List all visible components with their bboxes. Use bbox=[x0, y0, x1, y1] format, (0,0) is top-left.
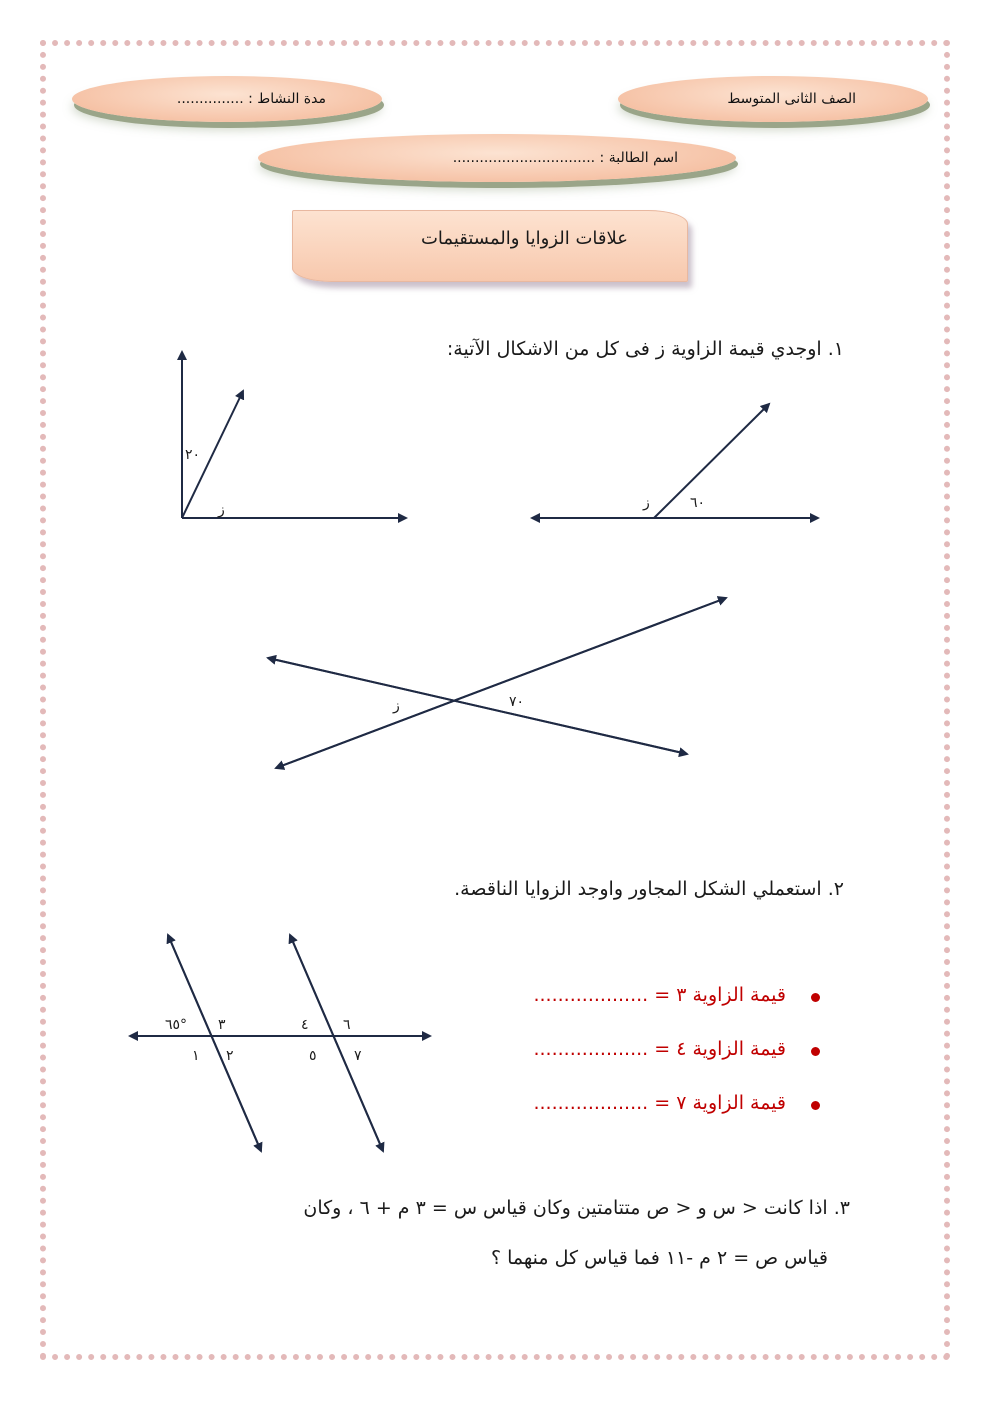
fig-c-unknown-label: ز bbox=[393, 698, 400, 714]
fig-d-label-2: ٢ bbox=[226, 1048, 234, 1064]
answer-angle-4: قيمة الزاوية ٤ = ................... bbox=[533, 1038, 786, 1060]
question-1-text: ١. اوجدي قيمة الزاوية ز فى كل من الاشكال الآتية: bbox=[446, 338, 844, 360]
fig-d-label-3: ٣ bbox=[218, 1017, 226, 1033]
fig-c-line-1-back bbox=[276, 598, 726, 768]
fig-d-parallel-2-back bbox=[290, 935, 383, 1151]
question-2-text: ٢. استعملي الشكل المجاور واوجد الزوايا الناقصة. bbox=[454, 878, 844, 900]
fig-b-unknown-label: ز bbox=[643, 495, 650, 511]
fig-d-label-1: ١ bbox=[192, 1048, 200, 1064]
fig-a-unknown-label: ز bbox=[218, 502, 225, 518]
fig-a-angle-label: ٢٠ bbox=[185, 447, 201, 463]
fig-b-oblique-ray bbox=[654, 404, 769, 518]
fig-d-label-6: ٦ bbox=[343, 1017, 351, 1033]
fig-d-label-5: ٥ bbox=[309, 1048, 317, 1064]
duration-text: مدة النشاط : ............... bbox=[176, 91, 326, 107]
fig-c-line-2-back bbox=[268, 658, 687, 754]
fig-d-label-4: ٤ bbox=[301, 1017, 309, 1033]
question-3-line-2: قياس ص = ٢ م -١١ فما قياس كل منهما ؟ bbox=[491, 1247, 828, 1269]
fig-d-label-65: ٦٥° bbox=[165, 1017, 188, 1033]
fig-d-label-7: ٧ bbox=[354, 1048, 362, 1064]
student-name-text: اسم الطالبة : ................................ bbox=[452, 150, 678, 166]
worksheet-title: علاقات الزوايا والمستقيمات bbox=[420, 228, 628, 249]
fig-b-angle-label: ٦٠ bbox=[690, 495, 706, 511]
grade-text: الصف الثانى المتوسط bbox=[727, 91, 856, 107]
answer-angle-3: قيمة الزاوية ٣ = ................... bbox=[533, 984, 786, 1006]
fig-c-angle-label: ٧٠ bbox=[509, 694, 525, 710]
fig-d-parallel-1-back bbox=[168, 935, 261, 1151]
answer-angle-7: قيمة الزاوية ٧ = ................... bbox=[533, 1092, 786, 1114]
question-3-line-1: ٣. اذا كانت < س و < ص متتامتين وكان قياس س = ٣ م + ٦ ، وكان bbox=[303, 1197, 850, 1219]
